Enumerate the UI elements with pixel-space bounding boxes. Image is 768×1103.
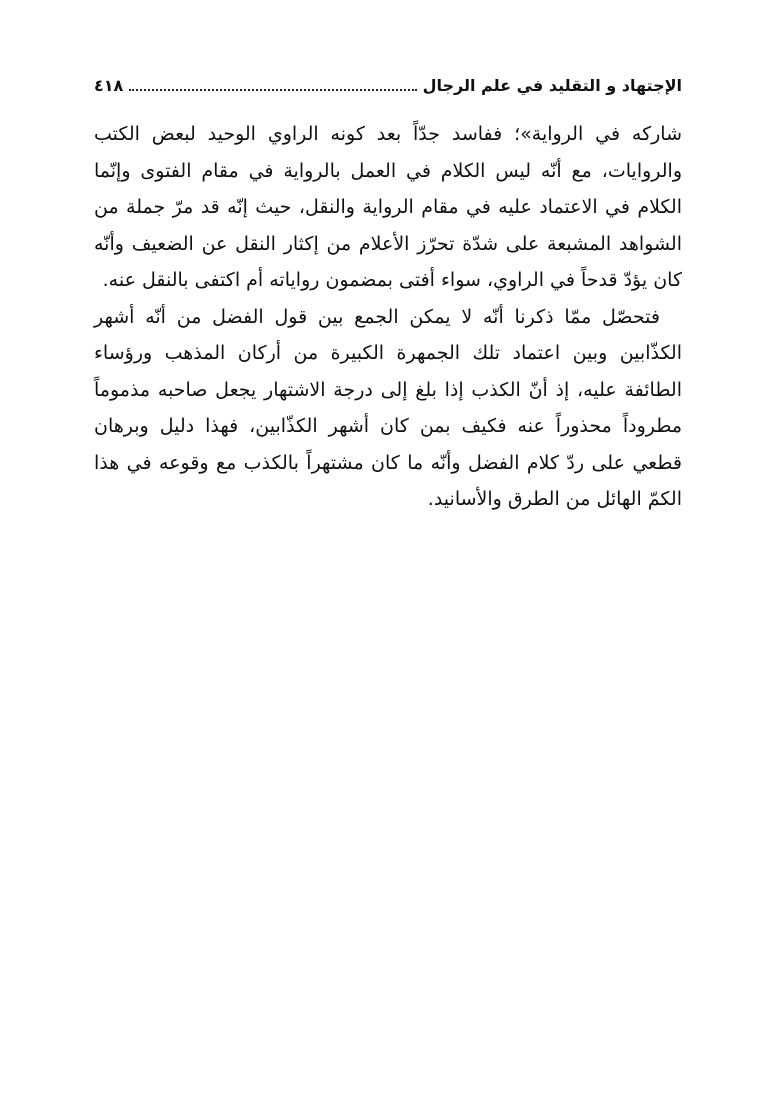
running-header	[94, 70, 682, 100]
header-dot-leader	[129, 89, 416, 91]
paragraph-2: فتحصّل ممّا ذكرنا أنّه لا يمكن الجمع بين قول الفضل من أنّه أشهر الكذّابين وبين اعتماد تلك الجمهرة الكبيرة من أركان المذهب ورؤساء الطائفة عليه، إذ أنّ الكذب إذا بلغ إلى درجة الاشتهار يجعل صاحبه مذموماً مطروداً محذوراً عنه فكيف بمن كان أشهر الكذّابين، فهذا دليل وبرهان قطعي على ردّ كلام الفضل وأنّه ما كان مشتهراً بالكذب مع وقوعه في هذا الكمّ الهائل من الطرق والأسانيد.	[94, 305, 682, 510]
header-title: الإجتهاد و التقليد في علم الرجال	[422, 75, 682, 95]
paragraph-1: شاركه في الرواية»؛ ففاسد جدّاً بعد كونه الراوي الوحيد لبعض الكتب والروايات، مع أنّه ليس الكلام في العمل بالرواية في مقام الفتوى وإنّما الكلام في الاعتماد عليه في مقام الرواية والنقل، حيث إنّه قد مرّ جملة من الشواهد المشبعة على شدّة تحرّز الأعلام من إكثار النقل عن الضعيف وأنّه كان يؤدّ قدحاً في الراوي، سواء أفتى بمضمون رواياته أم اكتفى بالنقل عنه.	[94, 123, 682, 291]
body-text	[94, 116, 682, 518]
page-number: ٤١٨	[94, 75, 124, 95]
